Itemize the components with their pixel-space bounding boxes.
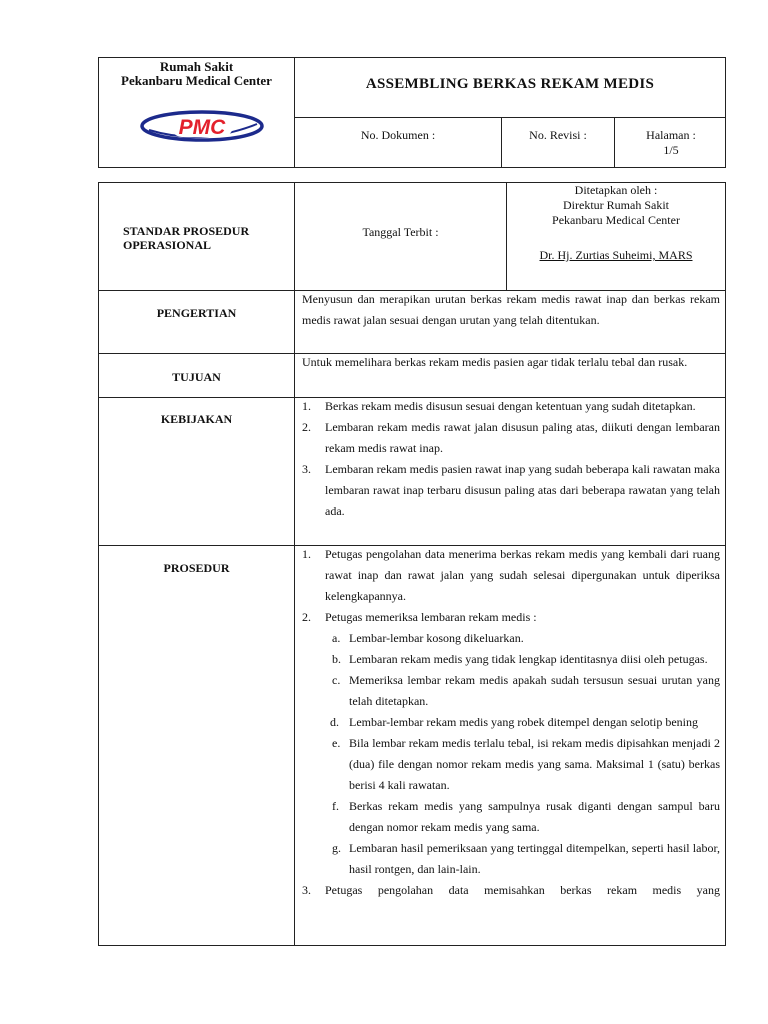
item-number: 1. bbox=[302, 547, 311, 561]
revision-label: No. Revisi : bbox=[529, 128, 587, 142]
sop-label bbox=[123, 224, 293, 252]
item-letter: a. bbox=[332, 631, 341, 645]
item-text: Berkas rekam medis disusun sesuai dengan ketentuan yang sudah ditetapkan. bbox=[325, 399, 696, 413]
pengertian-text: Menyusun dan merapikan urutan berkas rekam medis rawat inap dan berkas rekam medis rawat jalan sesuai dengan urutan yang telah ditentukan. bbox=[302, 292, 720, 327]
item-text: Bila lembar rekam medis terlalu tebal, isi rekam medis dipisahkan menjadi 2 (dua) file dengan nomor rekam medis yang sama. Maksimal 1 (satu) berkas berisi 4 kali rawatan. bbox=[349, 736, 720, 792]
sop-table bbox=[98, 182, 726, 946]
list-item bbox=[302, 880, 720, 901]
item-text: Lembaran rekam medis pasien rawat inap yang sudah beberapa kali rawatan maka lembaran rawat inap terbaru disusun paling atas dari beberapa rawatan yang telah ada. bbox=[325, 462, 720, 518]
approval-block bbox=[507, 183, 725, 263]
list-item bbox=[302, 417, 720, 459]
item-letter: c. bbox=[332, 673, 341, 687]
page-info bbox=[615, 128, 727, 158]
pengertian-label: PENGERTIAN bbox=[156, 306, 237, 320]
hospital-name bbox=[99, 58, 294, 88]
sub-list-item bbox=[302, 733, 720, 796]
approved-by: Ditetapkan oleh : bbox=[574, 183, 658, 197]
item-text: Memeriksa lembar rekam medis apakah sudah tersusun sesuai urutan yang telah ditetapkan. bbox=[349, 673, 720, 708]
approver-title: Direktur Rumah Sakit bbox=[563, 198, 669, 212]
item-text: Lembaran rekam medis rawat jalan disusun paling atas, diikuti dengan lembaran rekam medis rawat inap. bbox=[325, 420, 720, 455]
item-text: Lembar-lembar rekam medis yang robek ditempel dengan selotip bening bbox=[349, 715, 698, 729]
approver-org: Pekanbaru Medical Center bbox=[552, 213, 680, 227]
item-text: Petugas memeriksa lembaran rekam medis : bbox=[325, 610, 537, 624]
item-text: Lembaran rekam medis yang tidak lengkap identitasnya diisi oleh petugas. bbox=[349, 652, 708, 666]
prosedur-list bbox=[302, 544, 720, 901]
document-title: ASSEMBLING BERKAS REKAM MEDIS bbox=[365, 76, 655, 92]
divider bbox=[294, 58, 295, 167]
pmc-logo bbox=[139, 110, 265, 142]
sub-list-item bbox=[302, 670, 720, 712]
item-letter: b. bbox=[332, 652, 341, 666]
list-item bbox=[302, 544, 720, 607]
item-number: 2. bbox=[302, 610, 311, 624]
hospital-line2: Pekanbaru Medical Center bbox=[121, 73, 272, 88]
sub-list-item bbox=[302, 649, 720, 670]
item-number: 3. bbox=[302, 883, 311, 897]
sop-label-line2: OPERASIONAL bbox=[123, 238, 212, 252]
divider bbox=[294, 117, 725, 118]
item-letter: e. bbox=[332, 736, 341, 750]
item-letter: d. bbox=[330, 715, 339, 729]
item-letter: g. bbox=[332, 841, 341, 855]
sub-list-item bbox=[302, 712, 720, 733]
tujuan-label: TUJUAN bbox=[172, 370, 221, 384]
item-letter: f. bbox=[332, 799, 339, 813]
list-item bbox=[302, 607, 720, 628]
list-item bbox=[302, 396, 720, 417]
list-item bbox=[302, 459, 720, 522]
prosedur-label: PROSEDUR bbox=[163, 561, 230, 575]
signer-name: Dr. Hj. Zurtias Suheimi, MARS bbox=[539, 248, 693, 262]
doc-number-label: No. Dokumen : bbox=[360, 128, 436, 142]
item-number: 2. bbox=[302, 420, 311, 434]
item-text: Petugas pengolahan data menerima berkas rekam medis yang kembali dari ruang rawat inap dan rawat jalan yang sudah selesai dipergunakan untuk diperiksa kelengkapannya. bbox=[325, 547, 720, 603]
divider bbox=[294, 183, 295, 945]
kebijakan-label: KEBIJAKAN bbox=[160, 412, 233, 426]
kebijakan-list bbox=[302, 396, 720, 522]
logo-text: PMC bbox=[178, 116, 226, 139]
sub-list-item bbox=[302, 838, 720, 880]
item-number: 1. bbox=[302, 399, 311, 413]
sop-label-line1: STANDAR PROSEDUR bbox=[123, 224, 250, 238]
hospital-line1: Rumah Sakit bbox=[159, 59, 234, 74]
sub-list-item bbox=[302, 796, 720, 838]
item-number: 3. bbox=[302, 462, 311, 476]
item-text: Berkas rekam medis yang sampulnya rusak diganti dengan sampul baru dengan nomor rekam medis yang sama. bbox=[349, 799, 720, 834]
item-text: Lembar-lembar kosong dikeluarkan. bbox=[349, 631, 524, 645]
document-header bbox=[98, 57, 726, 168]
issue-date-label: Tanggal Terbit : bbox=[362, 225, 439, 239]
item-text: Lembaran hasil pemeriksaan yang tertinggal ditempelkan, seperti hasil labor, hasil rontgen, dan lain-lain. bbox=[349, 841, 720, 876]
page-label: Halaman : bbox=[646, 128, 696, 142]
tujuan-text: Untuk memelihara berkas rekam medis pasien agar tidak terlalu tebal dan rusak. bbox=[302, 355, 688, 369]
item-text: Petugas pengolahan data memisahkan berkas rekam medis yang bbox=[325, 883, 720, 897]
sub-list-item bbox=[302, 628, 720, 649]
page-value: 1/5 bbox=[663, 143, 679, 157]
